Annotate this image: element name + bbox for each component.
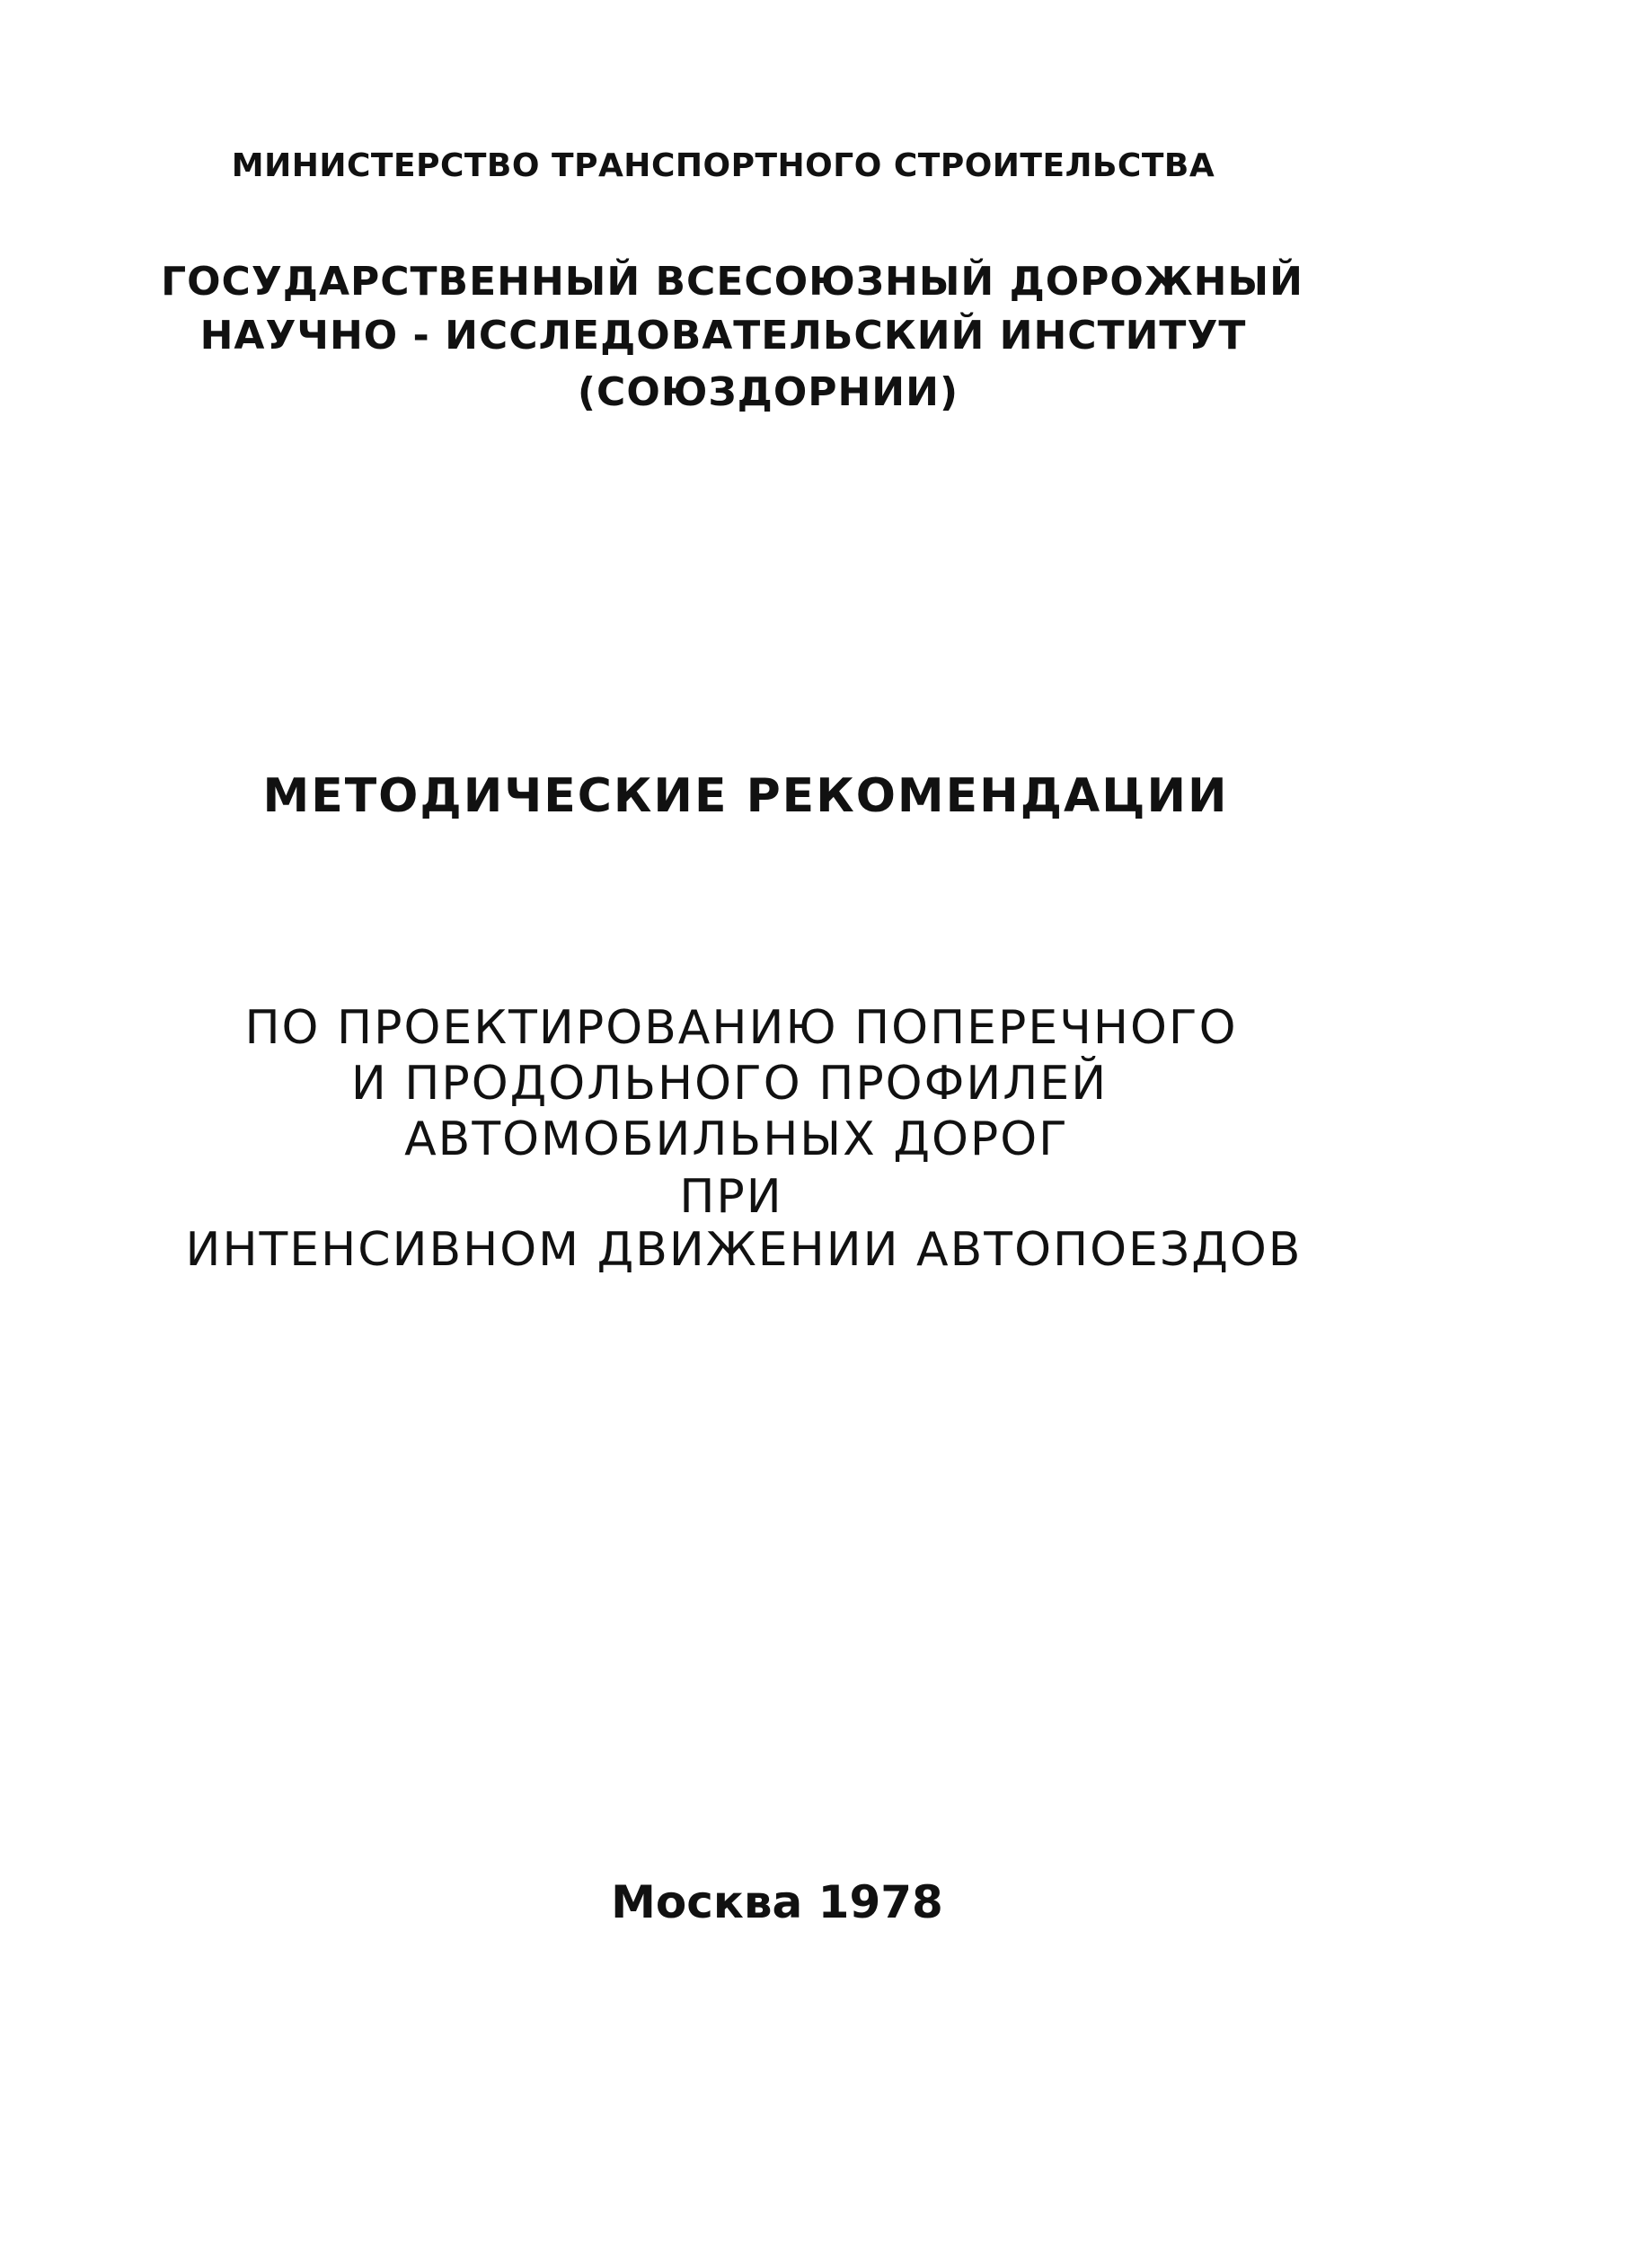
subject-line-1: ПО ПРОЕКТИРОВАНИЮ ПОПЕРЕЧНОГО: [244, 1001, 1238, 1055]
ministry-name: МИНИСТЕРСТВО ТРАНСПОРТНОГО СТРОИТЕЛЬСТВА: [231, 147, 1215, 184]
place-and-year: Москва 1978: [611, 1876, 943, 1928]
institute-name-line-2: НАУЧНО - ИССЛЕДОВАТЕЛЬСКИЙ ИНСТИТУТ: [199, 313, 1247, 359]
subject-line-3: АВТОМОБИЛЬНЫХ ДОРОГ: [404, 1112, 1069, 1166]
institute-abbreviation: (СОЮЗДОРНИИ): [577, 369, 959, 415]
subject-line-5: ИНТЕНСИВНОМ ДВИЖЕНИИ АВТОПОЕЗДОВ: [185, 1223, 1303, 1277]
document-title: МЕТОДИЧЕСКИЕ РЕКОМЕНДАЦИИ: [262, 769, 1229, 823]
institute-name-line-1: ГОСУДАРСТВЕННЫЙ ВСЕСОЮЗНЫЙ ДОРОЖНЫЙ: [161, 259, 1303, 305]
subject-line-2: И ПРОДОЛЬНОГО ПРОФИЛЕЙ: [350, 1057, 1109, 1111]
subject-line-4: ПРИ: [679, 1170, 783, 1224]
